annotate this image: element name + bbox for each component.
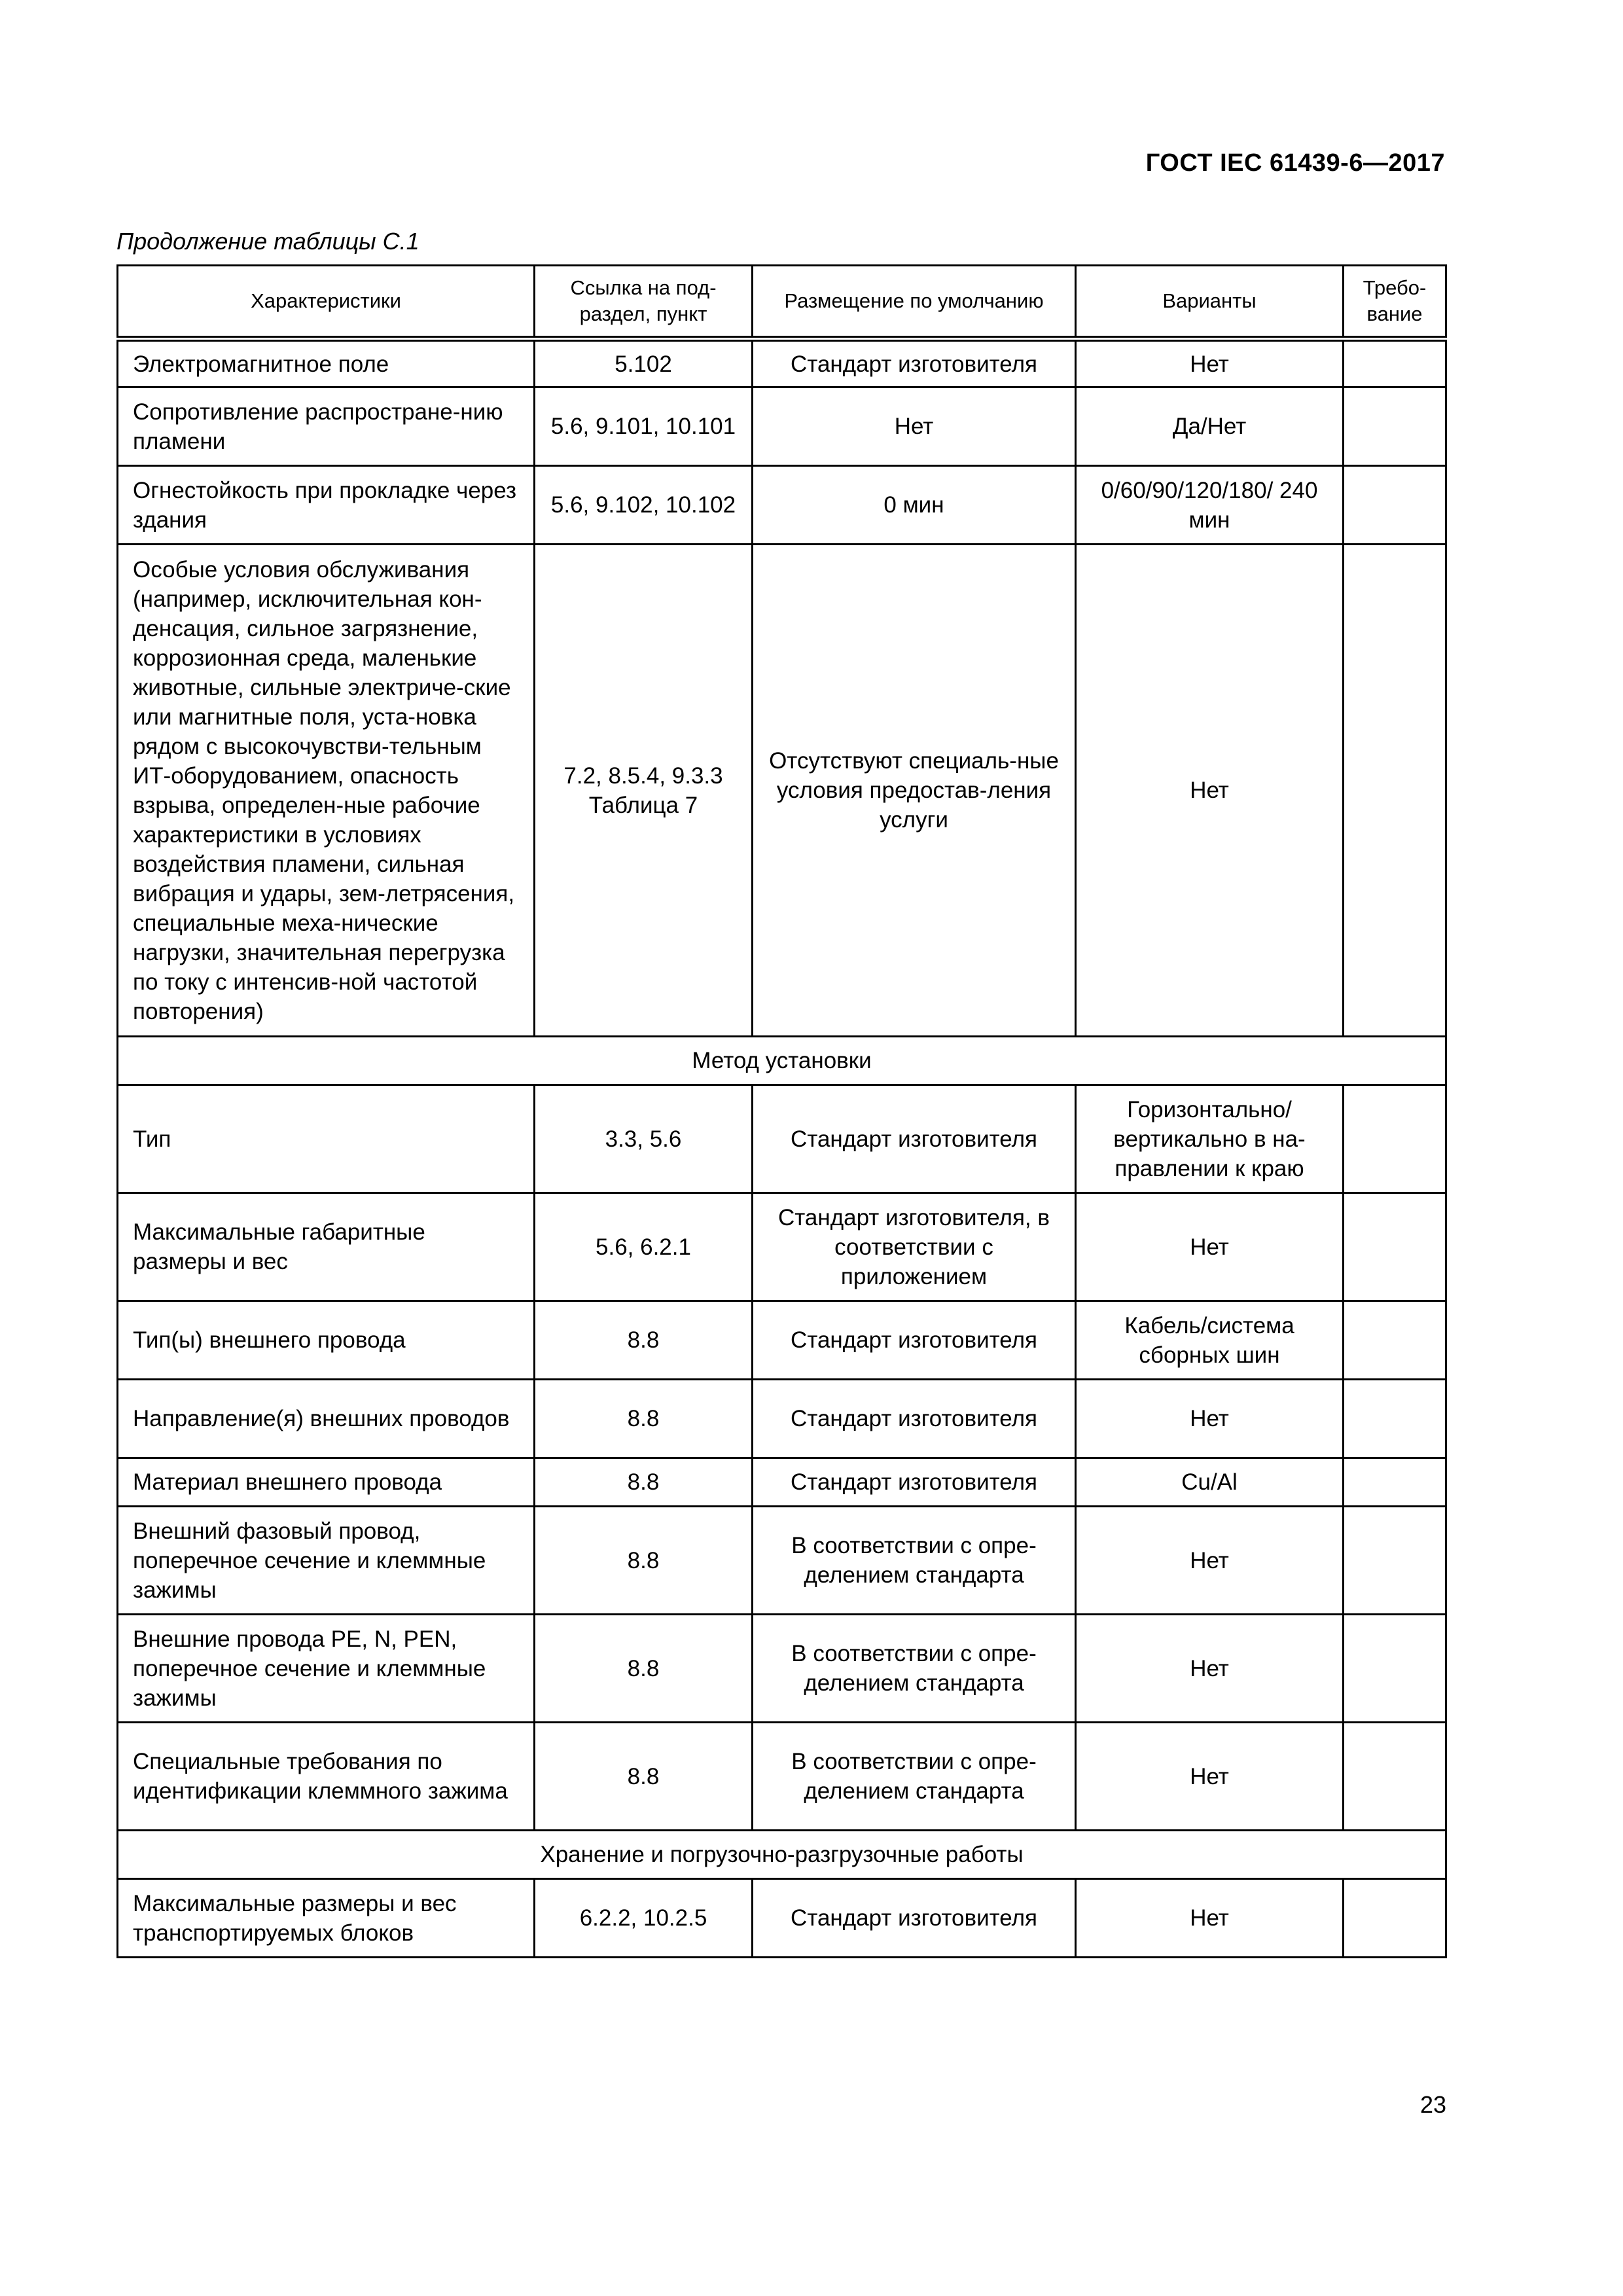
cell-options: Нет <box>1076 1507 1344 1615</box>
cell-options: Кабель/система сборных шин <box>1076 1301 1344 1380</box>
cell-default: В соответствии с опре-делением стандарта <box>753 1507 1076 1615</box>
table-row <box>118 1879 1446 1958</box>
table-caption: Продолжение таблицы С.1 <box>116 228 419 255</box>
table-row <box>118 466 1446 545</box>
specification-table <box>116 264 1447 1958</box>
cell-characteristic: Сопротивление распростране-нию пламени <box>118 387 535 466</box>
cell-requirement <box>1344 1085 1446 1193</box>
cell-default: Стандарт изготовителя <box>753 1085 1076 1193</box>
cell-reference: 8.8 <box>535 1301 753 1380</box>
cell-default: В соответствии с опре-делением стандарта <box>753 1723 1076 1831</box>
col-header-characteristics: Характеристики <box>118 266 535 339</box>
cell-default: Стандарт изготовителя <box>753 1380 1076 1458</box>
cell-requirement <box>1344 339 1446 387</box>
document-id: ГОСТ IEC 61439-6—2017 <box>1145 149 1445 177</box>
cell-characteristic: Направление(я) внешних проводов <box>118 1380 535 1458</box>
cell-reference: 5.6, 6.2.1 <box>535 1193 753 1301</box>
cell-options: 0/60/90/120/180/ 240 мин <box>1076 466 1344 545</box>
cell-requirement <box>1344 466 1446 545</box>
cell-characteristic: Максимальные размеры и вес транспортируемых блоков <box>118 1879 535 1958</box>
table-row <box>118 1380 1446 1458</box>
cell-options: Горизонтально/ вертикально в на-правлении к краю <box>1076 1085 1344 1193</box>
cell-requirement <box>1344 1193 1446 1301</box>
cell-options: Нет <box>1076 545 1344 1037</box>
table-row <box>118 339 1446 387</box>
cell-default: Стандарт изготовителя <box>753 1301 1076 1380</box>
cell-default: Стандарт изготовителя <box>753 339 1076 387</box>
cell-requirement <box>1344 1615 1446 1723</box>
cell-characteristic: Особые условия обслуживания (например, исключительная кон-денсация, сильное загрязнение, коррозионная среда, маленькие животные, сильные электриче-ские или магнитные поля, уста-новка рядом с высокочувстви-тельным ИТ-оборудованием, опасность взрыва, определен-ные рабочие характеристики в условиях воздействия пламени, сильная вибрация и удары, зем-летрясения, специальные меха-нические нагрузки, значительная перегрузка по току с интенсив-ной частотой повторения) <box>118 545 535 1037</box>
table-row <box>118 1458 1446 1507</box>
cell-options: Нет <box>1076 339 1344 387</box>
table-row <box>118 1301 1446 1380</box>
col-header-reference: Ссылка на под-раздел, пункт <box>535 266 753 339</box>
cell-reference: 5.6, 9.101, 10.101 <box>535 387 753 466</box>
cell-options: Нет <box>1076 1879 1344 1958</box>
cell-default: В соответствии с опре-делением стандарта <box>753 1615 1076 1723</box>
section-heading: Метод установки <box>118 1037 1446 1085</box>
col-header-requirement: Требо-вание <box>1344 266 1446 339</box>
cell-characteristic: Специальные требования по идентификации клеммного зажима <box>118 1723 535 1831</box>
cell-reference: 6.2.2, 10.2.5 <box>535 1879 753 1958</box>
cell-options: Cu/Al <box>1076 1458 1344 1507</box>
cell-reference: 8.8 <box>535 1723 753 1831</box>
cell-default: Отсутствуют специаль-ные условия предостав-ления услуги <box>753 545 1076 1037</box>
cell-characteristic: Огнестойкость при прокладке через здания <box>118 466 535 545</box>
cell-requirement <box>1344 1301 1446 1380</box>
table-row <box>118 1615 1446 1723</box>
cell-reference: 5.102 <box>535 339 753 387</box>
cell-requirement <box>1344 1879 1446 1958</box>
cell-options: Да/Нет <box>1076 387 1344 466</box>
table-row <box>118 1507 1446 1615</box>
cell-requirement <box>1344 545 1446 1037</box>
page-number: 23 <box>1419 2091 1446 2118</box>
cell-reference: 5.6, 9.102, 10.102 <box>535 466 753 545</box>
cell-characteristic: Материал внешнего провода <box>118 1458 535 1507</box>
cell-reference: 7.2, 8.5.4, 9.3.3 Таблица 7 <box>535 545 753 1037</box>
cell-default: Стандарт изготовителя <box>753 1458 1076 1507</box>
table-header <box>118 266 1446 339</box>
cell-default: Стандарт изготовителя <box>753 1879 1076 1958</box>
cell-characteristic: Внешний фазовый провод, поперечное сечение и клеммные зажимы <box>118 1507 535 1615</box>
cell-reference: 8.8 <box>535 1507 753 1615</box>
cell-reference: 3.3, 5.6 <box>535 1085 753 1193</box>
table-row <box>118 1193 1446 1301</box>
cell-requirement <box>1344 1723 1446 1831</box>
cell-characteristic: Внешние провода PE, N, PEN, поперечное сечение и клеммные зажимы <box>118 1615 535 1723</box>
cell-default: 0 мин <box>753 466 1076 545</box>
table-row <box>118 545 1446 1037</box>
cell-characteristic: Электромагнитное поле <box>118 339 535 387</box>
col-header-default: Размещение по умолчанию <box>753 266 1076 339</box>
cell-reference: 8.8 <box>535 1458 753 1507</box>
cell-characteristic: Тип(ы) внешнего провода <box>118 1301 535 1380</box>
cell-options: Нет <box>1076 1193 1344 1301</box>
section-row-storage <box>118 1831 1446 1879</box>
table-row <box>118 1085 1446 1193</box>
cell-reference: 8.8 <box>535 1380 753 1458</box>
cell-characteristic: Тип <box>118 1085 535 1193</box>
table-row <box>118 387 1446 466</box>
section-heading: Хранение и погрузочно-разгрузочные работы <box>118 1831 1446 1879</box>
cell-requirement <box>1344 1507 1446 1615</box>
cell-options: Нет <box>1076 1723 1344 1831</box>
cell-options: Нет <box>1076 1380 1344 1458</box>
cell-default: Стандарт изготовителя, в соответствии с приложением <box>753 1193 1076 1301</box>
cell-requirement <box>1344 1458 1446 1507</box>
col-header-options: Варианты <box>1076 266 1344 339</box>
cell-characteristic: Максимальные габаритные размеры и вес <box>118 1193 535 1301</box>
table-row <box>118 1723 1446 1831</box>
cell-options: Нет <box>1076 1615 1344 1723</box>
section-row-installation <box>118 1037 1446 1085</box>
cell-requirement <box>1344 1380 1446 1458</box>
cell-requirement <box>1344 387 1446 466</box>
cell-default: Нет <box>753 387 1076 466</box>
cell-reference: 8.8 <box>535 1615 753 1723</box>
